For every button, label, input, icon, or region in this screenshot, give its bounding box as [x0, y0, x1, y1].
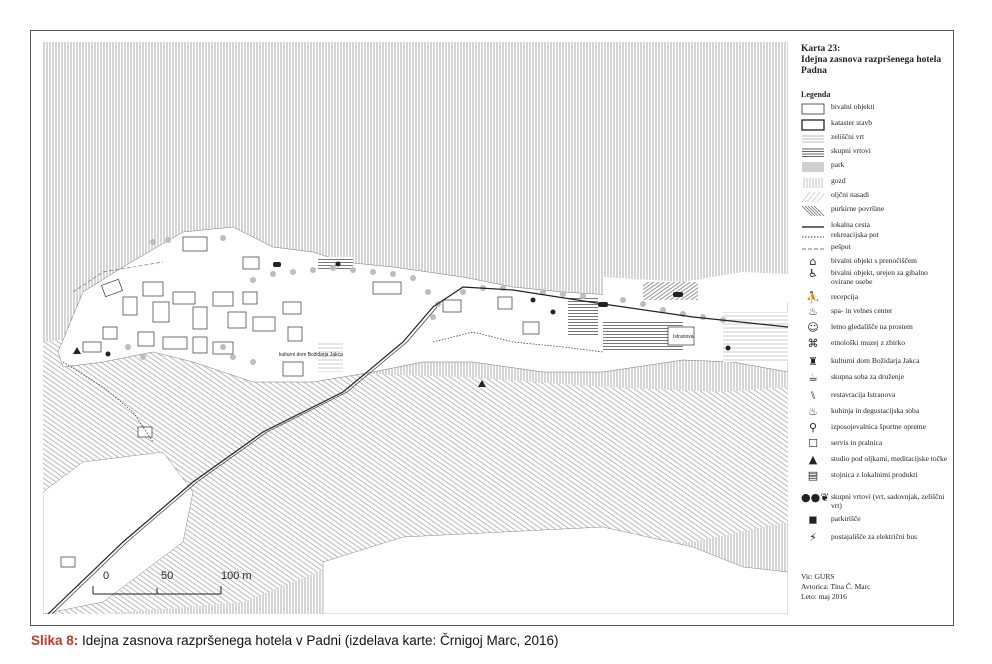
- legend-item: [801, 190, 947, 204]
- legend-item-label: lokalna cesta: [831, 220, 870, 229]
- legend-item: [801, 454, 947, 468]
- caption-prefix: Slika 8:: [31, 633, 79, 648]
- legend-item: [801, 306, 947, 320]
- legend-item-label: skupna soba za druženje: [831, 372, 905, 381]
- legend-item: [801, 242, 947, 256]
- spa-icon: ♨: [808, 305, 818, 318]
- legend-item-label: zeliščni vrt: [831, 132, 865, 141]
- source-line: Vir: GURS: [801, 572, 835, 581]
- dense-diagonal-lines-swatch: [801, 204, 825, 216]
- legend-item-label: recepcija: [831, 292, 859, 301]
- legend-item-label: gozd: [831, 176, 846, 185]
- legend-item-label: skupni vrtovi: [831, 146, 871, 155]
- legend-item-label: park: [831, 160, 845, 169]
- map-canvas: [43, 42, 788, 614]
- legend-item: [801, 438, 947, 452]
- museum-icon: ⌘: [807, 337, 819, 350]
- legend-item-label: skupni vrtovi (vrt, sadovnjak, zeliščni vrt): [831, 492, 945, 510]
- legend-item: [801, 491, 947, 510]
- legend-item-label: spa- in velnes center: [831, 306, 893, 315]
- legend-item-label: kuhinja in degustacijska soba: [831, 406, 920, 415]
- legend-item: [801, 160, 947, 174]
- legend-item-label: parkirišče: [831, 514, 861, 523]
- laundry-icon: ☐: [808, 437, 818, 450]
- legend-item: [801, 514, 947, 528]
- legend-item: [801, 532, 947, 546]
- legend-item: [801, 422, 947, 436]
- legend-item: [801, 372, 947, 386]
- garden-icon: ●●❦: [801, 491, 830, 504]
- legend-item-label: stojnica z lokalnimi produkti: [831, 470, 918, 479]
- legend-title-line2: Idejna zasnova razpršenega hotela Padna: [801, 55, 942, 76]
- legend-item-label: bivalni objekt, urejen za gibalno ovirane osebe: [831, 268, 928, 286]
- electric-bus-icon: ⚡: [809, 531, 817, 544]
- legend-item: [801, 356, 947, 370]
- dotted-line-swatch: [801, 230, 825, 242]
- theatre-masks-icon: ☺: [807, 321, 819, 334]
- legend-item: [801, 322, 947, 336]
- parking-area: [643, 282, 698, 300]
- legend-item: [801, 338, 947, 352]
- legend-item-label: servis in pralnica: [831, 438, 883, 447]
- legend-item: [801, 406, 947, 420]
- author-line: Avtorica: Tina Č. Marc: [801, 582, 871, 591]
- sparse-horizontal-lines-swatch: [801, 132, 825, 144]
- diagonal-lines-swatch: [801, 190, 825, 202]
- legend-item-label: kataster stavb: [831, 118, 873, 127]
- legend-item-label: kulturni dom Božidarja Jakca: [831, 356, 920, 365]
- year-line: Leto: maj 2016: [801, 592, 847, 601]
- legend-item-label: rekreacijska pot: [831, 230, 879, 239]
- bed-icon: ⌂: [809, 255, 817, 268]
- wheelchair-icon: ♿: [808, 267, 818, 280]
- map-legend: [797, 42, 949, 612]
- legend-item-label: pešpot: [831, 242, 851, 251]
- legend-item-label: bivalni objekti: [831, 102, 875, 111]
- culture-house-icon: ♜: [808, 355, 818, 368]
- grey-fill-swatch: [801, 160, 825, 172]
- legend-item-label: izposojevalnica športne opreme: [831, 422, 926, 431]
- legend-item: [801, 146, 947, 160]
- legend-item: [801, 132, 947, 146]
- kitchen-icon: ♨: [808, 405, 818, 418]
- scale-label-50: 50: [161, 570, 174, 582]
- legend-item: [801, 292, 947, 306]
- legend-item-label: postajališče za električni bus: [831, 532, 918, 541]
- legend-item-label: oljčni nasadi: [831, 190, 870, 199]
- common-room-icon: ☕: [808, 371, 818, 384]
- map-label-istranova: Istranova: [673, 334, 694, 340]
- white-rectangle-swatch: [801, 102, 825, 114]
- legend-item: [801, 267, 947, 286]
- legend-item: [801, 390, 947, 404]
- outlined-rectangle-swatch: [801, 118, 825, 130]
- car-icon: ◼: [808, 513, 818, 526]
- legend-item-label: bivalni objekt s prenočiščem: [831, 256, 918, 265]
- legend-title-line1: Karta 23:: [801, 44, 841, 54]
- vertical-lines-swatch: [801, 176, 825, 188]
- caption-text: Idejna zasnova razpršenega hotela v Padni (izdelava karte: Črnigoj Marc, 2016): [78, 633, 559, 648]
- reception-icon: ⛹: [806, 291, 820, 304]
- scale-label-100: 100 m: [221, 570, 252, 582]
- legend-item-label: purkirne površine: [831, 204, 885, 213]
- market-stall-icon: ▤: [807, 469, 819, 482]
- herb-garden: [723, 312, 788, 362]
- legend-item: [801, 204, 947, 218]
- legend-item: [801, 118, 947, 132]
- meditation-icon: ▲: [808, 453, 818, 466]
- restaurant-icon: ⑊: [809, 389, 817, 402]
- legend-item: [801, 470, 947, 484]
- legend-item-label: etnološki muzej z zbirko: [831, 338, 905, 347]
- figure-caption: [31, 633, 559, 648]
- dense-horizontal-lines-swatch: [801, 146, 825, 158]
- legend-item-label: studio pod oljkami, meditacijske točke: [831, 454, 948, 463]
- legend-item: [801, 102, 947, 116]
- scale-label-0: 0: [103, 570, 110, 582]
- bicycle-icon: ⚲: [808, 421, 818, 434]
- legend-item-label: letno gledališče na prostem: [831, 322, 913, 331]
- legend-item: [801, 176, 947, 190]
- map-label-culture-house: kulturni dom Božidarja Jakca: [279, 352, 343, 358]
- legend-heading: Legenda: [801, 90, 831, 99]
- legend-item-label: restavracija Istranova: [831, 390, 896, 399]
- dashed-line-swatch: [801, 242, 825, 254]
